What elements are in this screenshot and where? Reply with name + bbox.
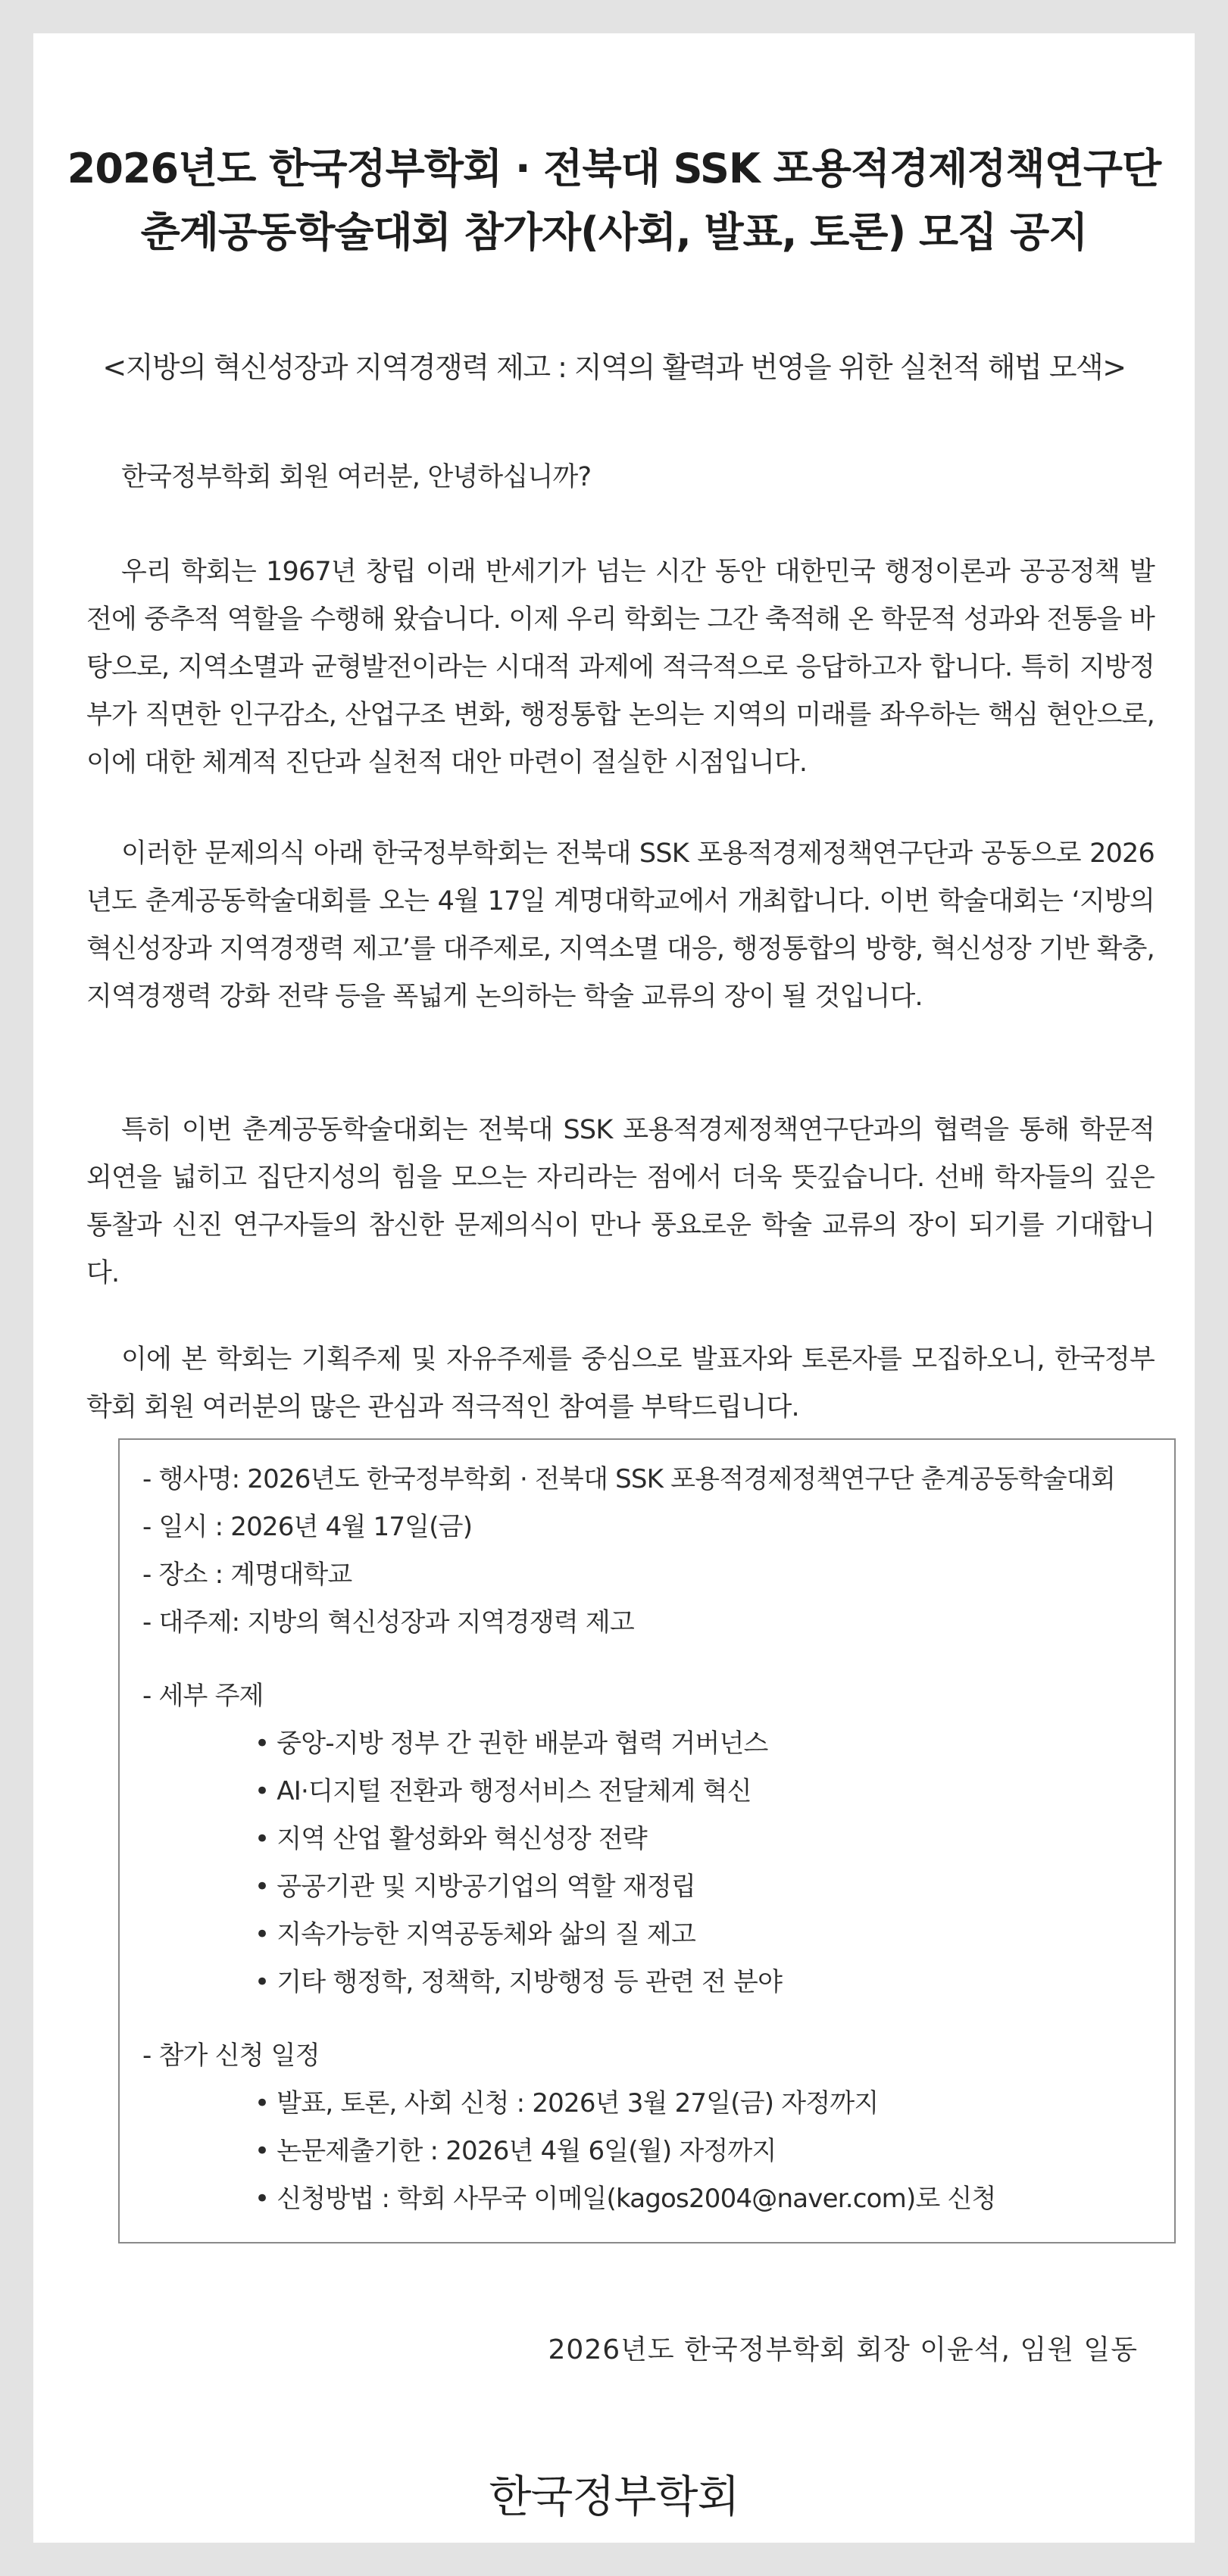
paragraph-2: 이러한 문제의식 아래 한국정부학회는 전북대 SSK 포용적경제정책연구단과 공동으로 2026년도 춘계공동학술대회를 오는 4월 17일 계명대학교에서 개최합니다. 이번 학술대회는 ‘지방의 혁신성장과 지역경쟁력 제고’를 대주제로, 지역소멸 대응, 행정통합의 방향, 혁신성장 기반 확충, 지역경쟁력 강화 전략 등을 폭넓게 논의하는 학술 교류의 장이 될 것입니다.	[86, 838, 1155, 1012]
schedule-item: • 발표, 토론, 사회 신청 : 2026년 3월 27일(금) 자정까지	[255, 2088, 879, 2119]
paragraph-1: 우리 학회는 1967년 창립 이래 반세기가 넘는 시간 동안 대한민국 행정이론과 공공정책 발전에 중추적 역할을 수행해 왔습니다. 이제 우리 학회는 그간 축적해 온 학문적 성과와 전통을 바탕으로, 지역소멸과 균형발전이라는 시대적 과제에 적극적으로 응답하고자 합니다. 특히 지방정부가 직면한 인구감소, 산업구조 변화, 행정통합 논의는 지역의 미래를 좌우하는 핵심 현안으로, 이에 대한 체계적 진단과 실천적 대안 마련이 절실한 시점입니다.	[86, 557, 1155, 778]
event-name: - 행사명: 2026년도 한국정부학회 · 전북대 SSK 포용적경제정책연구단 춘계공동학술대회	[142, 1464, 1115, 1494]
subtopic-item: • 공공기관 및 지방공기업의 역할 재정립	[255, 1872, 695, 1902]
greeting: 한국정부학회 회원 여러분, 안녕하십니까?	[121, 462, 592, 492]
event-info-box	[118, 1438, 1176, 2243]
title-line-2: 춘계공동학술대회 참가자(사회, 발표, 토론) 모집 공지	[140, 208, 1088, 256]
notice-sheet	[33, 33, 1195, 2543]
subtopic-item: • 중앙-지방 정부 간 권한 배분과 협력 거버넌스	[255, 1728, 768, 1759]
event-venue: - 장소 : 계명대학교	[142, 1560, 352, 1590]
subtitle: <지방의 혁신성장과 지역경쟁력 제고 : 지역의 활력과 번영을 위한 실천적 해법 모색>	[102, 351, 1126, 384]
subtopic-item: • 지역 산업 활성화와 혁신성장 전략	[255, 1824, 647, 1854]
schedule-heading: - 참가 신청 일정	[142, 2041, 320, 2071]
subtopic-item: • 지속가능한 지역공동체와 삶의 질 제고	[255, 1919, 695, 1950]
paragraph-3: 특히 이번 춘계공동학술대회는 전북대 SSK 포용적경제정책연구단과의 협력을 통해 학문적 외연을 넓히고 집단지성의 힘을 모으는 자리라는 점에서 더욱 뜻깊습니다. 선배 학자들의 깊은 통찰과 신진 연구자들의 참신한 문제의식이 만나 풍요로운 학술 교류의 장이 되기를 기대합니다.	[86, 1115, 1155, 1288]
event-date: - 일시 : 2026년 4월 17일(금)	[142, 1512, 473, 1542]
event-theme: - 대주제: 지방의 혁신성장과 지역경쟁력 제고	[142, 1607, 634, 1638]
paragraph-4: 이에 본 학회는 기획주제 및 자유주제를 중심으로 발표자와 토론자를 모집하오니, 한국정부학회 회원 여러분의 많은 관심과 적극적인 참여를 부탁드립니다.	[86, 1344, 1155, 1422]
organization-name: 한국정부학회	[489, 2471, 739, 2522]
subtopic-item: • AI·디지털 전환과 행정서비스 전달체계 혁신	[255, 1776, 751, 1806]
subtopics-heading: - 세부 주제	[142, 1681, 264, 1711]
title-line-1: 2026년도 한국정부학회 · 전북대 SSK 포용적경제정책연구단	[67, 145, 1161, 192]
schedule-item: • 신청방법 : 학회 사무국 이메일(kagos2004@naver.com)로 신청	[255, 2184, 996, 2214]
schedule-item: • 논문제출기한 : 2026년 4월 6일(월) 자정까지	[255, 2136, 776, 2166]
signature: 2026년도 한국정부학회 회장 이윤석, 임원 일동	[548, 2334, 1138, 2365]
subtopic-item: • 기타 행정학, 정책학, 지방행정 등 관련 전 분야	[255, 1967, 783, 1997]
